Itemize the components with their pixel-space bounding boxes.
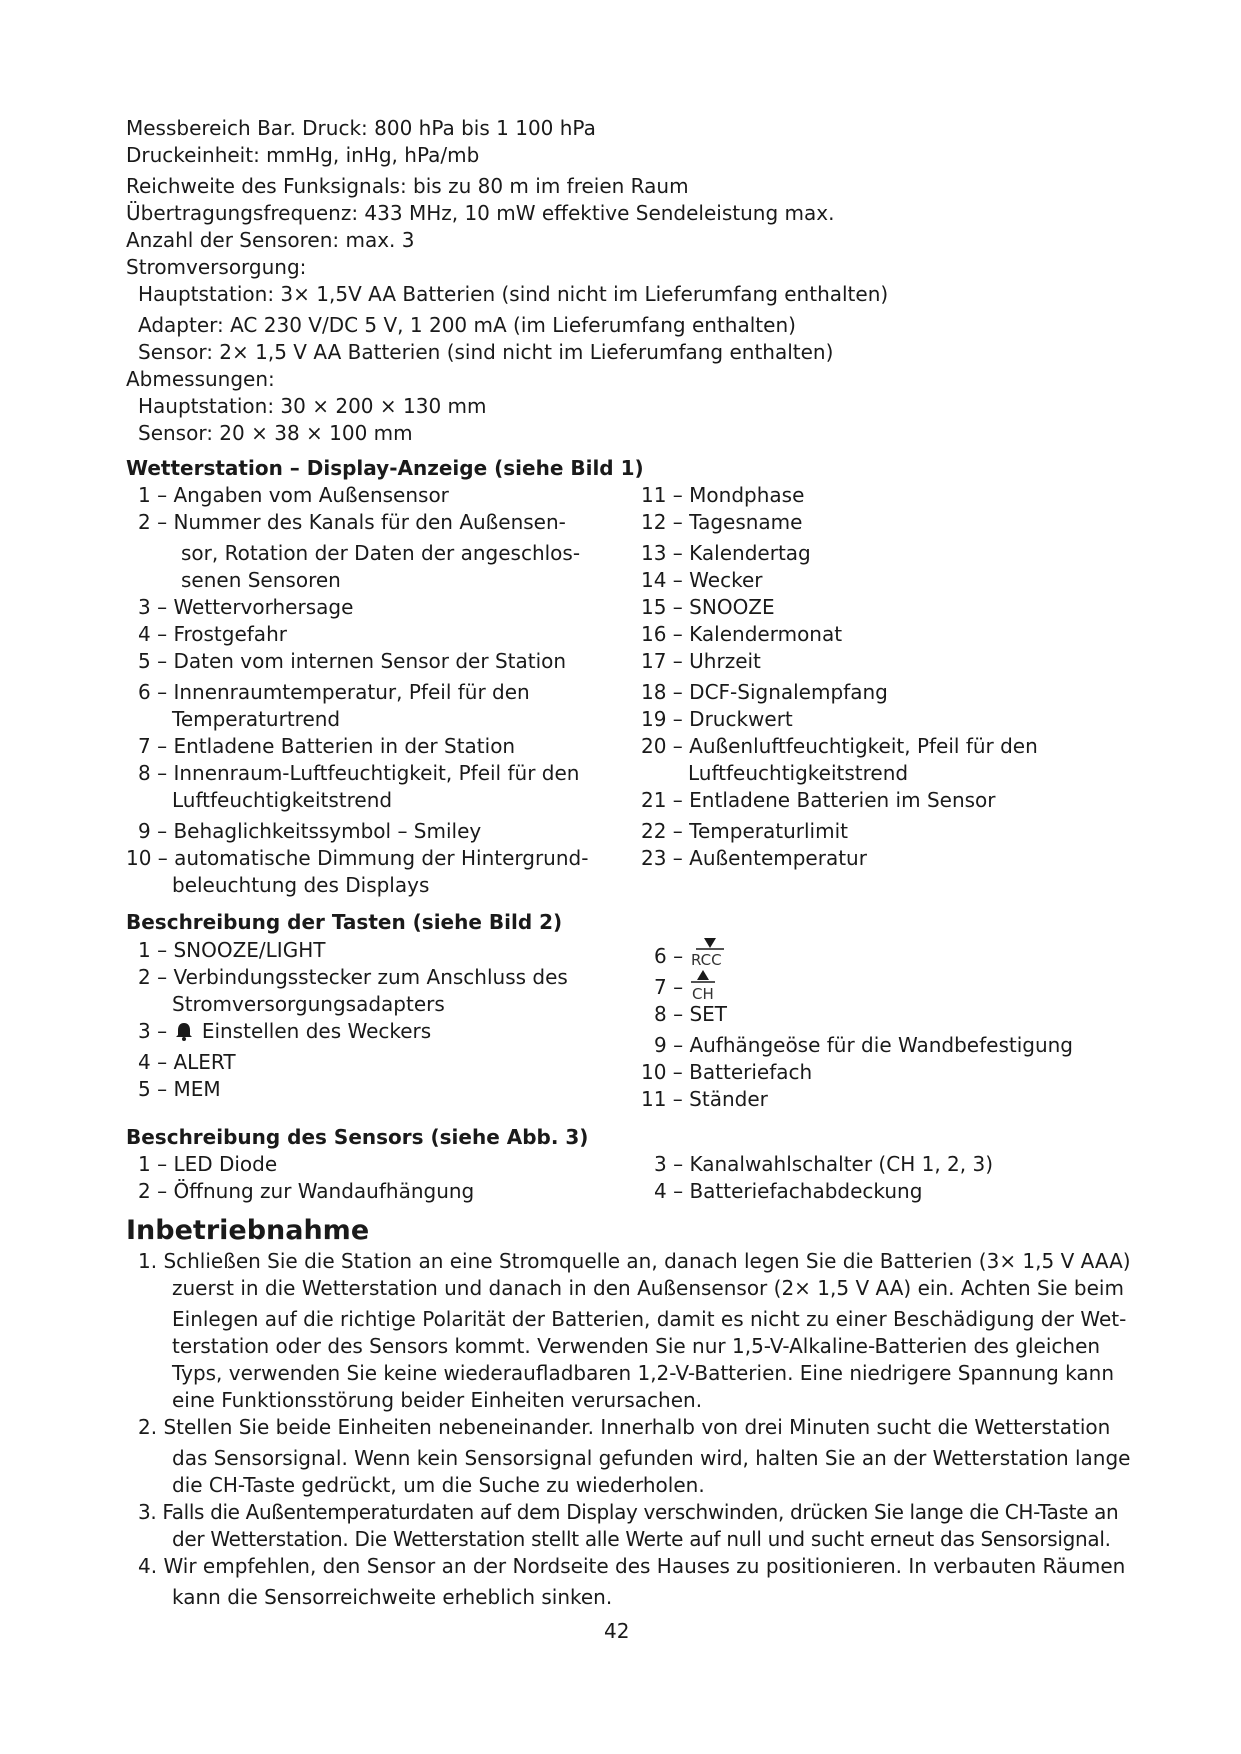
display-item-cont: Luftfeuchtigkeitstrend bbox=[172, 788, 393, 812]
key-item: 6 – bbox=[654, 944, 684, 968]
key-item: 11 – Ständer bbox=[641, 1087, 768, 1111]
key-item: 7 – bbox=[654, 975, 684, 999]
sensor-item: 4 – Batteriefachabdeckung bbox=[654, 1179, 923, 1203]
ch-label: CH bbox=[692, 985, 714, 1003]
key-item: 5 – MEM bbox=[138, 1077, 221, 1101]
spec-line: Anzahl der Sensoren: max. 3 bbox=[126, 228, 415, 252]
sensor-item: 2 – Öffnung zur Wandaufhängung bbox=[138, 1179, 475, 1203]
display-item: 16 – Kalendermonat bbox=[641, 622, 843, 646]
setup-line: kann die Sensorreichweite erheblich sinken. bbox=[172, 1585, 613, 1609]
key-item: 8 – SET bbox=[654, 1002, 727, 1026]
display-item-cont: sor, Rotation der Daten der angeschlos- bbox=[181, 541, 581, 565]
spec-line: Reichweite des Funksignals: bis zu 80 m im freien Raum bbox=[126, 174, 689, 198]
bell-icon bbox=[173, 1020, 195, 1042]
spec-line: Stromversorgung: bbox=[126, 255, 307, 279]
display-item: 17 – Uhrzeit bbox=[641, 649, 761, 673]
spec-line: Sensor: 2× 1,5 V AA Batterien (sind nicht im Lieferumfang enthalten) bbox=[138, 340, 834, 364]
display-item: 23 – Außentemperatur bbox=[641, 846, 867, 870]
display-item: 14 – Wecker bbox=[641, 568, 763, 592]
setup-heading: Inbetriebnahme bbox=[126, 1215, 370, 1246]
display-item: 13 – Kalendertag bbox=[641, 541, 811, 565]
display-item: 11 – Mondphase bbox=[641, 483, 805, 507]
setup-line: das Sensorsignal. Wenn kein Sensorsignal gefunden wird, halten Sie an der Wetterstation lange bbox=[172, 1446, 1131, 1470]
keys-heading: Beschreibung der Tasten (siehe Bild 2) bbox=[126, 910, 563, 934]
spec-line: Sensor: 20 × 38 × 100 mm bbox=[138, 421, 413, 445]
display-item: 19 – Druckwert bbox=[641, 707, 793, 731]
sensor-item: 1 – LED Diode bbox=[138, 1152, 278, 1176]
display-item: 6 – Innenraumtemperatur, Pfeil für den bbox=[138, 680, 530, 704]
spec-line: Abmessungen: bbox=[126, 367, 275, 391]
display-item: 8 – Innenraum-Luftfeuchtigkeit, Pfeil für den bbox=[138, 761, 580, 785]
setup-line: 4. Wir empfehlen, den Sensor an der Nordseite des Hauses zu positionieren. In verbauten Räumen bbox=[138, 1554, 1126, 1578]
sensor-item: 3 – Kanalwahlschalter (CH 1, 2, 3) bbox=[654, 1152, 993, 1176]
display-item-cont: Luftfeuchtigkeitstrend bbox=[688, 761, 909, 785]
triangle-down-icon bbox=[694, 936, 726, 950]
setup-line: 1. Schließen Sie die Station an eine Stromquelle an, danach legen Sie die Batterien (3× 1,5 V AAA) bbox=[138, 1249, 1131, 1273]
display-item: 4 – Frostgefahr bbox=[138, 622, 287, 646]
display-item: 22 – Temperaturlimit bbox=[641, 819, 848, 843]
key-item: 10 – Batteriefach bbox=[641, 1060, 813, 1084]
spec-line: Druckeinheit: mmHg, inHg, hPa/mb bbox=[126, 143, 480, 167]
setup-line: 2. Stellen Sie beide Einheiten nebeneinander. Innerhalb von drei Minuten sucht die Wetterstation bbox=[138, 1415, 1111, 1439]
spec-line: Hauptstation: 3× 1,5V AA Batterien (sind nicht im Lieferumfang enthalten) bbox=[138, 282, 889, 306]
display-item: 1 – Angaben vom Außensensor bbox=[138, 483, 449, 507]
spec-line: Adapter: AC 230 V/DC 5 V, 1 200 mA (im Lieferumfang enthalten) bbox=[138, 313, 796, 337]
key-item: 1 – SNOOZE/LIGHT bbox=[138, 938, 326, 962]
display-item-cont: beleuchtung des Displays bbox=[172, 873, 430, 897]
spec-line: Messbereich Bar. Druck: 800 hPa bis 1 100 hPa bbox=[126, 116, 596, 140]
setup-line: terstation oder des Sensors kommt. Verwenden Sie nur 1,5-V-Alkaline-Batterien des gleichen bbox=[172, 1334, 1101, 1358]
spec-line: Übertragungsfrequenz: 433 MHz, 10 mW effektive Sendeleistung max. bbox=[126, 201, 835, 225]
setup-line: der Wetterstation. Die Wetterstation stellt alle Werte auf null und sucht erneut das Sensorsignal. bbox=[172, 1527, 1111, 1551]
display-item: 2 – Nummer des Kanals für den Außensen- bbox=[138, 510, 566, 534]
setup-line: zuerst in die Wetterstation und danach in den Außensensor (2× 1,5 V AA) ein. Achten Sie beim bbox=[172, 1276, 1124, 1300]
display-item: 5 – Daten vom internen Sensor der Station bbox=[138, 649, 567, 673]
display-item: 3 – Wettervorhersage bbox=[138, 595, 354, 619]
setup-line: die CH-Taste gedrückt, um die Suche zu wiederholen. bbox=[172, 1473, 705, 1497]
display-item: 9 – Behaglichkeitssymbol – Smiley bbox=[138, 819, 482, 843]
triangle-up-icon bbox=[690, 968, 716, 984]
key-item: 9 – Aufhängeöse für die Wandbefestigung bbox=[654, 1033, 1074, 1057]
display-item: 12 – Tagesname bbox=[641, 510, 803, 534]
display-heading: Wetterstation – Display-Anzeige (siehe Bild 1) bbox=[126, 456, 644, 480]
key-item bbox=[138, 1018, 431, 1045]
display-item-cont: senen Sensoren bbox=[181, 568, 341, 592]
display-item: 21 – Entladene Batterien im Sensor bbox=[641, 788, 996, 812]
display-item-cont: Temperaturtrend bbox=[172, 707, 341, 731]
display-item: 10 – automatische Dimmung der Hintergrund- bbox=[126, 846, 589, 870]
display-item: 20 – Außenluftfeuchtigkeit, Pfeil für den bbox=[641, 734, 1038, 758]
rcc-label: RCC bbox=[691, 951, 722, 969]
display-item: 7 – Entladene Batterien in der Station bbox=[138, 734, 516, 758]
setup-line: Typs, verwenden Sie keine wiederaufladbaren 1,2-V-Batterien. Eine niedrigere Spannung kann bbox=[172, 1361, 1115, 1385]
key-item-cont: Stromversorgungsadapters bbox=[172, 992, 445, 1016]
display-item: 15 – SNOOZE bbox=[641, 595, 775, 619]
key-item: 4 – ALERT bbox=[138, 1050, 236, 1074]
key-item-number: 3 – bbox=[138, 1019, 168, 1043]
setup-line: Einlegen auf die richtige Polarität der Batterien, damit es nicht zu einer Beschädigung der Wet- bbox=[172, 1307, 1127, 1331]
display-item: 18 – DCF-Signalempfang bbox=[641, 680, 888, 704]
key-item-text: Einstellen des Weckers bbox=[201, 1019, 432, 1043]
setup-line: 3. Falls die Außentemperaturdaten auf dem Display verschwinden, drücken Sie lange die CH-Taste an bbox=[138, 1500, 1119, 1524]
key-item: 2 – Verbindungsstecker zum Anschluss des bbox=[138, 965, 568, 989]
sensor-heading: Beschreibung des Sensors (siehe Abb. 3) bbox=[126, 1125, 589, 1149]
spec-line: Hauptstation: 30 × 200 × 130 mm bbox=[138, 394, 487, 418]
setup-line: eine Funktionsstörung beider Einheiten verursachen. bbox=[172, 1388, 703, 1412]
page-number: 42 bbox=[604, 1619, 630, 1643]
